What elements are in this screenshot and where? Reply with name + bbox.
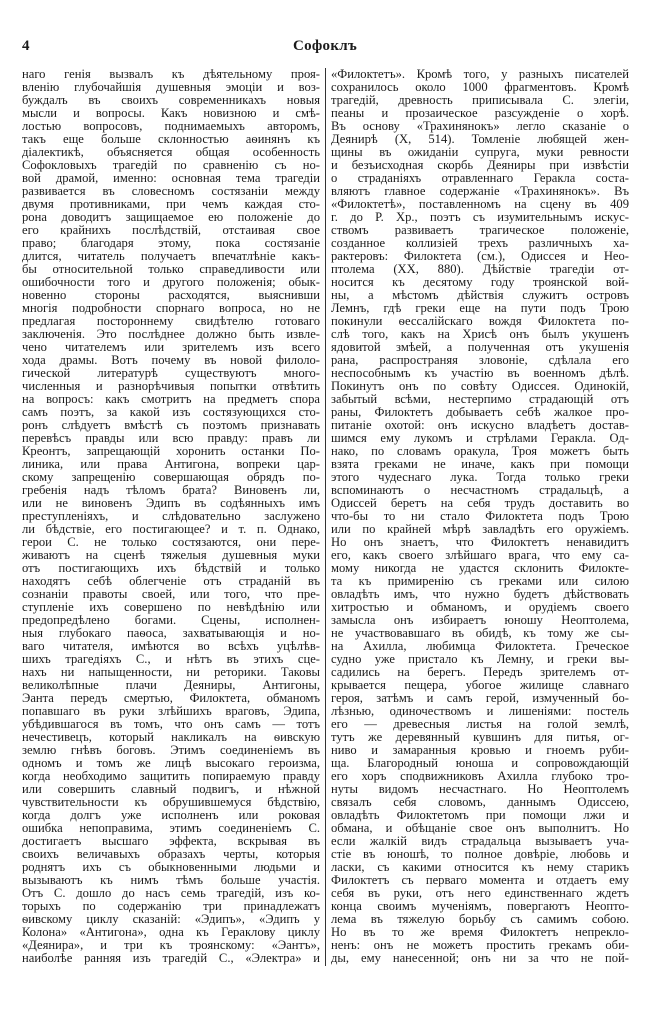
text-line: ошибочности того и другого положенія; обык- [22,276,320,289]
left-column [22,68,320,965]
text-line: Колона» «Антигона», одна къ Гераклову циклу [22,926,320,939]
text-line: крывается пещера, убогое жилище славнаго [331,679,629,692]
text-line: носится къ десятому году троянской вой- [331,276,629,289]
text-line: не участвовавшаго въ обидѣ, къ тому же сы- [331,627,629,640]
text-line: предопредѣлено богами. Сцены, исполнен- [22,614,320,627]
text-line: или совершить славный подвигъ, и нѣжной [22,783,320,796]
text-line: предлагая постороннему свидѣтелю готоваго [22,315,320,328]
text-line: ласки, съ какими относится къ нему старикъ [331,861,629,874]
text-line: та къ примиренію съ греками или силою [331,575,629,588]
text-line: хода драмы. Вотъ почему въ новой филоло- [22,354,320,367]
text-line: его хоръ сподвижниковъ Ахилла глубоко тро- [331,770,629,783]
text-line: Покинутъ онъ по совѣту Одиссея. Одинокій, [331,380,629,393]
text-line: своихъ величавыхъ образахъ черты, которыя [22,848,320,861]
running-head: Софоклъ [292,38,358,54]
text-line: ошибка непоправима, этимъ соединеніемъ С. [22,822,320,835]
text-line: на вопросъ: какъ смотритъ на предметъ спора [22,393,320,406]
text-line: связалъ себя словомъ, даннымъ Одиссею, [331,796,629,809]
text-line: ли бѣдствіе, его постигающее? и т. п. Однако, [22,523,320,536]
text-line: его крайнихъ послѣдствій, отстаивая свое [22,224,320,237]
text-line: садились на берегъ. Передъ зрителемъ от- [331,666,629,679]
text-line: на Ахилла, любимца Филоктета. Греческое [331,640,629,653]
text-line: вызываютъ къ нимъ тѣмъ больше участія. [22,874,320,887]
text-line: наиболѣе ранняя изъ трагедій С., «Электра» и [22,952,320,965]
text-line: нуты видомъ несчастнаго. Но Неоптолемъ [331,783,629,796]
text-line: его — древесныя листья на голой землѣ, [331,718,629,731]
text-line: себя въ руки, отъ него единственнаго ждетъ [331,887,629,900]
text-line: живаютъ на сценѣ тяжелыя душевныя муки [22,549,320,562]
text-line: тутъ же деревянный кувшинъ для питья, ог- [331,731,629,744]
text-line: или не виновенъ Эдипъ въ содѣянныхъ имъ [22,497,320,510]
text-line: Лемнъ, гдѣ греки еще на пути подъ Трою [331,302,629,315]
text-line: Въ основу «Трахинянокъ» легло сказаніе о [331,120,629,133]
text-line: рона доводитъ защищаемое ею положеніе до [22,211,320,224]
text-line: птолема (XX, 880). Дѣйствіе трагедіи от- [331,263,629,276]
text-line: убѣдившагося въ томъ, что онъ самъ — тотъ [22,718,320,731]
text-line: трагедій, древность приписывала С. элегіи, [331,94,629,107]
text-line: хитростью и обманомъ, и орудіемъ своего [331,601,629,614]
text-line: стіе въ юношѣ, то полное довѣріе, любовь и [331,848,629,861]
text-line: наго генія вызвалъ къ дѣятельному проя- [22,68,320,81]
text-line: торыхъ по содержанію три принадлежатъ [22,900,320,913]
text-line: Креонтъ, запрещающій хоронить останки По- [22,445,320,458]
text-line: Софокловыхъ трагедій по сравненію съ но- [22,159,320,172]
text-line: Эанта передъ смертью, Филоктета, обманомъ [22,692,320,705]
text-line: созданное коллизіей трехъ различныхъ ха- [331,237,629,250]
text-line: «Филоктетъ». Кромѣ того, у разныхъ писателей [331,68,629,81]
text-line: лѣзнью, одиночествомъ и лишеніями: постель [331,705,629,718]
text-line: героя, затѣмъ и самъ герой, измученный бо- [331,692,629,705]
text-line: рактеровъ: Филоктета (см.), Одиссея и Нео- [331,250,629,263]
text-line: такъ еще больше склонностью аѳинянъ къ [22,133,320,146]
page-number: 4 [22,38,30,54]
text-line: забытый всѣми, нестерпимо страдающій отъ [331,393,629,406]
text-line: вой драмой, именно: основная тема трагедіи [22,172,320,185]
text-line: обмана, и обѣщаніе свое онъ выполнитъ. Но [331,822,629,835]
text-line: роднятъ ихъ съ обыкновенными людьми и [22,861,320,874]
text-line: о страданіяхъ отравленнаго Геракла соста- [331,172,629,185]
text-line: овладѣть Филоктетомъ при помощи лжи и [331,809,629,822]
text-line: діалектикѣ, объясняется общая особенность [22,146,320,159]
text-line: или по крайней мѣрѣ завладѣть его оружіемъ. [331,523,629,536]
text-line: Одиссей беретъ на себя трудъ доставить во [331,497,629,510]
text-line: г. до Р. Хр., поэтъ съ изумительнымъ искус- [331,211,629,224]
text-line: когда необходимо защитить попираемую правду [22,770,320,783]
text-line: питаніе охотой: онъ искусно владѣетъ достав- [331,419,629,432]
text-line: вленію глубочайшія душевныя эмоціи и воз- [22,81,320,94]
text-line: лема въ тяжелую борьбу съ самимъ собою. [331,913,629,926]
text-line: щины въ ожиданіи супруга, муки ревности [331,146,629,159]
text-line: бы относительной только справедливости или [22,263,320,276]
text-line: многія подробности спорнаго вопроса, но не [22,302,320,315]
text-line: когда долгъ уже исполненъ или роковая [22,809,320,822]
text-line: покинули ѳессалійскаго вождя Филоктета по- [331,315,629,328]
text-line: ниво и замаранныя кровью и гноемъ руби- [331,744,629,757]
text-line: гребенія надъ тѣломъ брата? Виновенъ ли, [22,484,320,497]
text-line: развивается въ словесномъ состязаніи между [22,185,320,198]
column-divider [325,68,326,966]
text-line: ща. Благородный юноша и сопровождающій [331,757,629,770]
text-line: овладѣть имъ, что нужно будетъ дѣйствовать [331,588,629,601]
text-line: ронъ слѣдуетъ вмѣстѣ съ поэтомъ признавать [22,419,320,432]
text-line: отъ постигающихъ ихъ бѣдствій и только [22,562,320,575]
text-line: великолѣпные плачи Деяниры, Антигоны, [22,679,320,692]
text-line: раны, Филоктетъ добываетъ себѣ жалкое про- [331,406,629,419]
text-line: ѳивскому циклу сказаній: «Эдипъ», «Эдипъ у [22,913,320,926]
text-line: достигаетъ высшаго эффекта, вскрывая въ [22,835,320,848]
text-line: этого чудеснаго лука. Тогда только греки [331,471,629,484]
text-line: скому запрещенію совершающая обрядъ по- [22,471,320,484]
text-line: пеаны и прозаическое разсужденіе о хорѣ. [331,107,629,120]
text-line: замысла онъ избираетъ юношу Неоптолема, [331,614,629,627]
text-line: нахъ ни напыщенности, ни реторики. Таковы [22,666,320,679]
text-line: судно уже пристало къ Лемну, и греки вы- [331,653,629,666]
text-line: ядовитой змѣей, а полученная отъ укушенія [331,341,629,354]
text-line: ны, а мѣстомъ дѣйствія служитъ островъ [331,289,629,302]
text-line: двумя противниками, при чемъ каждая сто- [22,198,320,211]
text-line: Филоктетъ съ перваго момента и отдаетъ ему [331,874,629,887]
text-line: землю гнѣвъ боговъ. Этимъ соединеніемъ въ [22,744,320,757]
text-line: что-бы то ни стало Филоктета подъ Трою [331,510,629,523]
text-line: линика, или права Антигона, вопреки цар- [22,458,320,471]
text-line: лостью вопросовъ, поднимаемыхъ авторомъ, [22,120,320,133]
text-line: попавшаго въ руки злѣйшихъ враговъ, Эдипа, [22,705,320,718]
text-line: мысли и вопросы. Какъ новизною и смѣ- [22,107,320,120]
text-line: сознаніи правоты своей, или того, что пре- [22,588,320,601]
text-line: шихъ трагедіяхъ С., и нѣтъ въ этихъ сце- [22,653,320,666]
text-line: ступленіе ихъ совершено по невѣдѣнію или [22,601,320,614]
text-line: Но въ то же время Филоктетъ непрекло- [331,926,629,939]
text-line: неспособнымъ къ участію въ военномъ дѣлѣ. [331,367,629,380]
text-line: перевѣсъ правды или всю правду: правъ ли [22,432,320,445]
text-line: находятъ себѣ облегченіе отъ страданій въ [22,575,320,588]
text-line: чувствительности къ обрушившемуся бѣдствію, [22,796,320,809]
text-line: слѣ того, какъ на Хрисѣ онъ былъ укушенъ [331,328,629,341]
text-line: нечестивецъ, который накликалъ на ѳивскую [22,731,320,744]
text-line: Деянирѣ (X, 514). Томленіе любящей жен- [331,133,629,146]
text-line: взята греками не иначе, какъ при помощи [331,458,629,471]
text-line: Но онъ знаетъ, что Филоктетъ ненавидитъ [331,536,629,549]
text-line: преступленіяхъ, и слѣдовательно заслужено [22,510,320,523]
text-line: Отъ С. дошло до насъ семь трагедій, изъ ко- [22,887,320,900]
text-line: численныя и разнорѣчивыя попытки отвѣтить [22,380,320,393]
text-line: чено читателемъ или зрителемъ изъ всего [22,341,320,354]
text-line: длится, читатель получаетъ впечатлѣніе какъ- [22,250,320,263]
text-line: ныя глубокаго паѳоса, захватывающія и но- [22,627,320,640]
text-line: нако, по словамъ оракула, Троя можетъ быть [331,445,629,458]
text-line: «Филоктетѣ», поставленномъ на сцену въ 409 [331,198,629,211]
text-line: мому никогда не удастся склонить Филокте- [331,562,629,575]
text-line: вспоминаютъ о несчастномъ страдальцѣ, а [331,484,629,497]
text-line: заключенія. Это послѣднее должно быть извле- [22,328,320,341]
text-line: если жалкій видъ страдальца вызываетъ уча- [331,835,629,848]
text-line: его, какъ своего злѣйшаго врага, что ему са- [331,549,629,562]
text-line: вляютъ главное содержаніе «Трахинянокъ». Въ [331,185,629,198]
text-line: и безъисходная скорбь Деяниры при извѣстіи [331,159,629,172]
text-line: буждалъ въ своихъ современникахъ новыя [22,94,320,107]
text-line: ды, ему нанесенной; онъ ни за что не пой- [331,952,629,965]
text-line: новенно стороны расходятся, выяснивши [22,289,320,302]
text-line: самъ поэтъ, за какой изъ состязующихся сто- [22,406,320,419]
text-line: одномъ и томъ же лицѣ высокаго героизма, [22,757,320,770]
text-line: рана, распространяя зловоніе, сдѣлала его [331,354,629,367]
text-line: ненъ: онъ не можетъ простить грекамъ оби- [331,939,629,952]
right-column [331,68,629,965]
text-line: сохранилось около 1000 фрагментовъ. Кромѣ [331,81,629,94]
text-line: ствомъ развиваетъ трагическое положеніе, [331,224,629,237]
text-line: «Деянира», и три къ троянскому: «Эантъ», [22,939,320,952]
text-line: конца своимъ мученіямъ, повергаютъ Неопто- [331,900,629,913]
text-line: право; благодаря этому, пока состязаніе [22,237,320,250]
text-line: герои С. не только состязаются, они пере- [22,536,320,549]
text-line: шимся ему лукомъ и стрѣлами Геракла. Од- [331,432,629,445]
text-line: ваго читателя, имѣются во всѣхъ уцѣлѣв- [22,640,320,653]
text-line: гической литературѣ существуютъ много- [22,367,320,380]
